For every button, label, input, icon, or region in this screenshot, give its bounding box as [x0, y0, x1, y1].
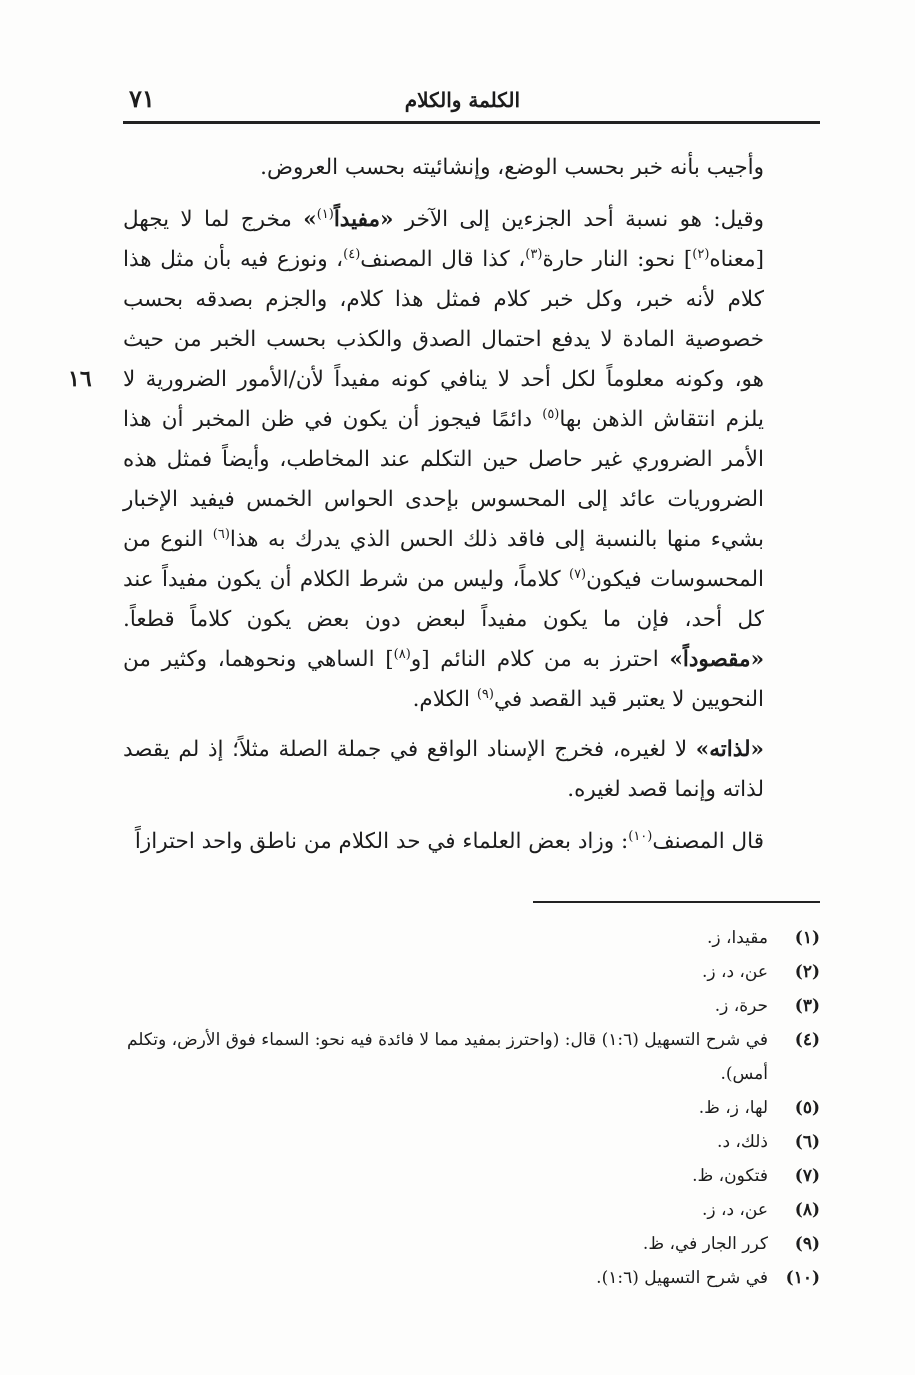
footnote-item [123, 1261, 820, 1295]
footnote-number: (٧) [794, 1166, 820, 1186]
footnote-number: (٢) [794, 962, 820, 982]
footnote-item [123, 1227, 820, 1261]
footnote-ref-5[interactable]: (٥) [542, 406, 560, 422]
p2-text-9: احترز به من كلام النائم [و [410, 647, 670, 672]
keyword-lidhatihi: «لذاته» [695, 737, 764, 762]
footnote-ref-8[interactable]: (٨) [393, 646, 411, 662]
footnote-item [123, 1091, 820, 1125]
main-text [123, 148, 820, 862]
footnote-number: (١) [794, 928, 820, 948]
footnote-text: لها، ز، ظ. [698, 1098, 768, 1118]
footnote-text: كرر الجار في، ظ. [642, 1234, 768, 1254]
p2-text-1: وقيل: هو نسبة أحد الجزءين إلى الآخر [393, 207, 765, 232]
footnote-number: (١٠) [785, 1268, 820, 1288]
footnote-item [123, 921, 820, 955]
footnote-text: حرة، ز. [714, 996, 768, 1016]
footnote-item [123, 989, 820, 1023]
footnote-ref-6[interactable]: (٦) [212, 526, 230, 542]
running-header [123, 82, 820, 122]
footnote-text: عن، د، ز. [701, 962, 768, 982]
p4-text-1: قال المصنف [652, 829, 764, 854]
footnote-text: في شرح التسهيل (١:٦) قال: (واحترز بمفيد مما لا فائدة فيه نحو: السماء فوق الأرض، وتكلم أمس). [126, 1030, 768, 1084]
footnote-number: (٥) [794, 1098, 820, 1118]
footnote-number: (٤) [794, 1030, 820, 1050]
footnote-ref-1[interactable]: (١) [316, 206, 334, 222]
footnote-item [123, 1159, 820, 1193]
page-number: ٧١ [129, 84, 155, 113]
footnote-text: عن، د، ز. [701, 1200, 768, 1220]
p2-text-10: ] الساهي ونحوهما، وكثير من النحويين لا يعتبر قيد القصد في [123, 647, 764, 712]
header-divider [123, 121, 820, 124]
footnote-ref-7[interactable]: (٧) [568, 566, 587, 582]
footnote-item [123, 1193, 820, 1227]
footnote-item [123, 1023, 820, 1091]
footnotes-list [123, 921, 820, 1295]
keyword-mufidan-close: » [303, 207, 317, 232]
p2-text-5: ، ونوزع فيه بأن مثل هذا كلام لأنه خبر، وكل خبر كلام فمثل هذا كلام، والجزم بصدقه بحسب خصوصية المادة لا يدفع احتمال الصدق والكذب بحسب الخبر من حيث هو، وكونه معلوماً لكل أحد لا ينافي كونه مفيداً لأن/الأمور الضرورية لا يلزم انتقاش الذهن بها [123, 247, 765, 432]
p2-text-6: دائمًا فيجوز أن يكون في ظن المخبر أن هذا الأمر الضروري غير حاصل حين التكلم عند المخاطب، وأيضاً فمثل هذه الضروريات عائد إلى المحسوس بإحدى الحواس الخمس فيفيد الإخبار بشيء منها بالنسبة إلى فاقد ذلك الحس الذي يدرك به هذا [123, 407, 765, 552]
footnote-item [123, 1125, 820, 1159]
footnote-divider [533, 901, 820, 903]
chapter-title: الكلمة والكلام [404, 88, 520, 112]
margin-page-reference: ١٦ [68, 366, 92, 392]
keyword-maqsudan: «مقصوداً» [669, 647, 765, 672]
footnote-ref-4[interactable]: (٤) [343, 246, 361, 262]
p2-text-3: ] نحو: النار حارة [542, 247, 693, 272]
footnote-number: (٨) [794, 1200, 820, 1220]
p2-text-7: النوع من المحسوسات فيكون [123, 527, 764, 592]
paragraph-1 [123, 148, 820, 188]
footnote-ref-9[interactable]: (٩) [476, 686, 494, 702]
footnote-text: ذلك، د. [717, 1132, 768, 1152]
paragraph-3 [123, 730, 820, 810]
p2-text-11: الكلام. [412, 687, 477, 712]
footnote-ref-3[interactable]: (٣) [525, 246, 543, 262]
footnote-number: (٩) [794, 1234, 820, 1254]
footnote-text: مقيدا، ز. [707, 928, 768, 948]
footnote-text: في شرح التسهيل (١:٦). [596, 1268, 768, 1288]
footnote-ref-10[interactable]: (١٠) [628, 828, 653, 844]
paragraph-2 [123, 200, 820, 720]
paragraph-1-text: وأجيب بأنه خبر بحسب الوضع، وإنشائيته بحسب العروض. [260, 155, 764, 180]
paragraph-4 [123, 822, 820, 862]
paragraph-3-text: لا لغيره، فخرج الإسناد الواقع في جملة الصلة مثلاً؛ إذ لم يقصد لذاته وإنما قصد لغيره. [123, 737, 764, 802]
p2-text-8: كلاماً، وليس من شرط الكلام أن يكون مفيداً عند كل أحد، فإن ما يكون مفيداً لبعض دون بعض يكون كلاماً قطعاً. [123, 567, 764, 632]
footnote-text: فتكون، ظ. [692, 1166, 768, 1186]
p2-text-2: مخرج لما لا يجهل [معناه [123, 207, 765, 272]
p2-text-4: ، كذا قال المصنف [360, 247, 526, 272]
footnote-number: (٦) [794, 1132, 820, 1152]
footnote-item [123, 955, 820, 989]
footnote-number: (٣) [794, 996, 820, 1016]
footnote-ref-2[interactable]: (٢) [692, 246, 710, 262]
keyword-mufidan: «مفيداً [333, 207, 394, 232]
p4-text-2: : وزاد بعض العلماء في حد الكلام من ناطق واحد احترازاً [134, 829, 629, 854]
